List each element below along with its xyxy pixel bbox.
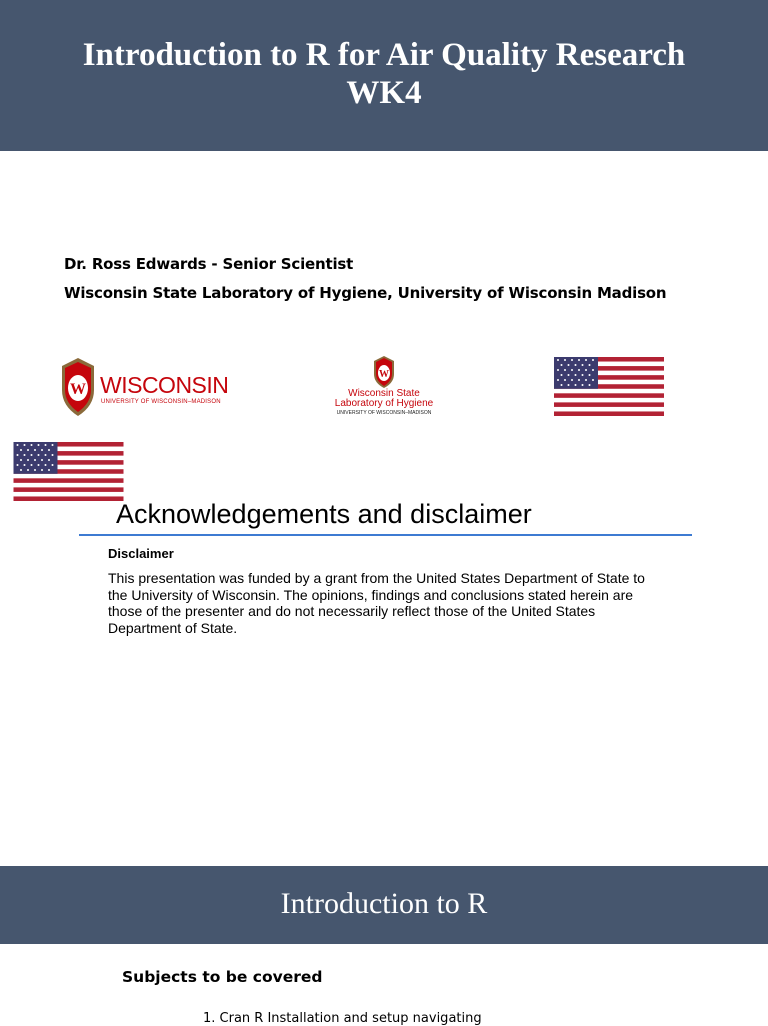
subjects-heading: Subjects to be covered (122, 968, 323, 986)
slh-line-3: UNIVERSITY OF WISCONSIN–MADISON (336, 410, 432, 416)
slh-line-1: Wisconsin State (348, 388, 420, 399)
acknowledgements-title: Acknowledgements and disclaimer (116, 499, 532, 529)
uw-subtitle: UNIVERSITY OF WISCONSIN–MADISON (101, 399, 221, 405)
title-line-1: Introduction to R for Air Quality Research (82, 37, 686, 73)
slh-logo (328, 352, 440, 422)
uw-wordmark: WISCONSIN (100, 372, 229, 398)
section-banner (0, 866, 768, 944)
title-banner (0, 0, 768, 151)
svg-text:W: W (379, 369, 389, 380)
us-flag-icon (554, 357, 664, 416)
disclaimer-label: Disclaimer (108, 546, 174, 561)
title-underline-divider (79, 534, 692, 536)
slh-line-2: Laboratory of Hygiene (334, 398, 434, 409)
uw-crest-icon (58, 356, 98, 418)
title-line-2: WK4 (346, 75, 422, 111)
affiliation-line: Wisconsin State Laboratory of Hygiene, University of Wisconsin Madison (64, 284, 667, 302)
uw-madison-logo (58, 356, 234, 418)
svg-text:W: W (70, 381, 86, 398)
slide-title (0, 36, 768, 112)
us-flag-icon (13, 442, 124, 501)
author-line: Dr. Ross Edwards - Senior Scientist (64, 255, 354, 273)
disclaimer-text: This presentation was funded by a grant from the United States Department of State to the University of Wisconsin. The opinions, findings and conclusions stated herein are those of the presenter and do not necessarily reflect those of the United States Department of State. (108, 570, 645, 636)
list-item: 1. Cran R Installation and setup navigating (203, 1011, 482, 1026)
slh-crest-icon (372, 355, 396, 389)
section-title: Introduction to R (280, 887, 488, 920)
